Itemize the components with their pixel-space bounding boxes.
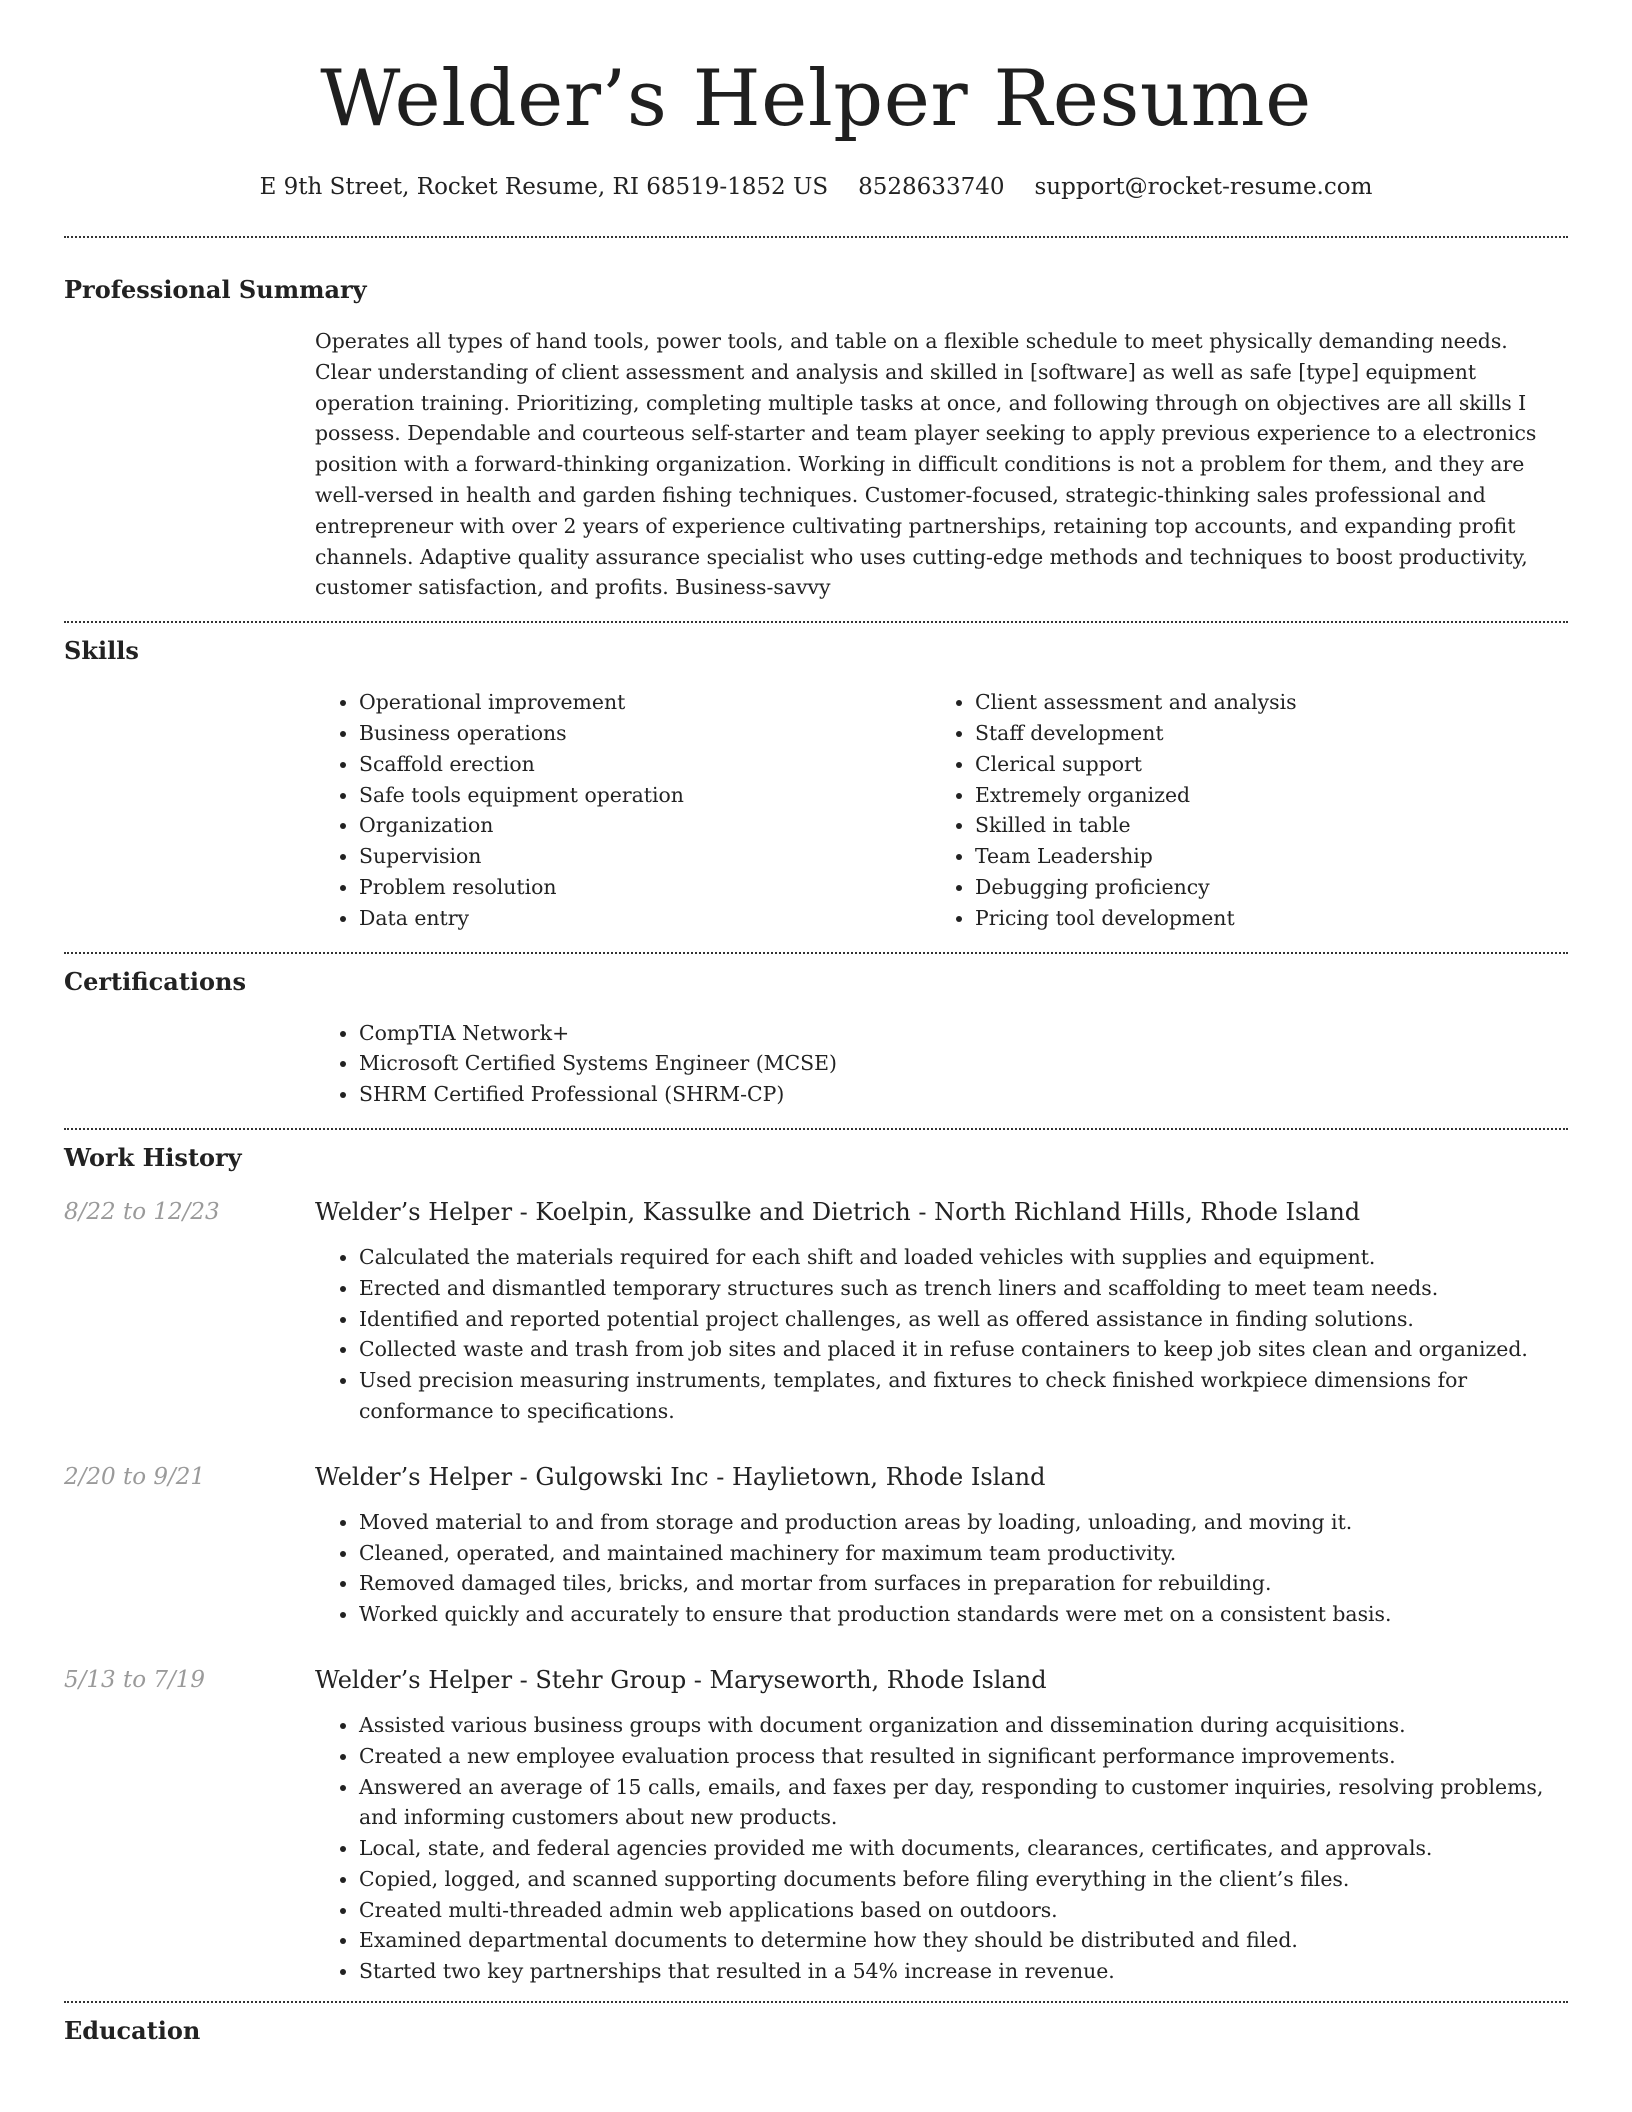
list-item: • Data entry [359,903,931,934]
job-entry [64,1196,1568,1427]
job-title: Welder’s Helper - Gulgowski Inc - Haylietown, Rhode Island [315,1462,1046,1491]
list-item: • Debugging proficiency [975,872,1547,903]
job-bullets [315,1242,1568,1427]
list-item: • Calculated the materials required for each shift and loaded vehicles with supplies and equipment. [359,1242,1568,1273]
divider [64,2001,1568,2003]
list-item: • Local, state, and federal agencies provided me with documents, clearances, certificates, and approvals. [359,1833,1568,1864]
list-item: • Examined departmental documents to determine how they should be distributed and filed. [359,1925,1568,1956]
list-item: • Clerical support [975,749,1547,780]
certifications-wrap [315,1018,1568,1110]
work-heading: Work History [64,1142,242,1172]
list-item: • Supervision [359,841,931,872]
job-dates: 5/13 to 7/19 [64,1666,206,1693]
skills-heading: Skills [64,636,139,666]
certifications-heading: Certifications [64,966,247,996]
contact-line [64,172,1568,202]
list-item: • Pricing tool development [975,903,1547,934]
list-item: • Answered an average of 15 calls, emails, and faxes per day, responding to customer inquiries, resolving problems, and informing customers about new products. [359,1772,1568,1834]
list-item: • CompTIA Network+ [359,1018,1568,1049]
list-item: • Removed damaged tiles, bricks, and mortar from surfaces in preparation for rebuilding. [359,1568,1568,1599]
list-item: • Erected and dismantled temporary structures such as trench liners and scaffolding to meet team needs. [359,1273,1568,1304]
divider [64,621,1568,623]
skills-section [64,635,1568,933]
list-item: • Team Leadership [975,841,1547,872]
list-item: • Organization [359,810,931,841]
certifications-section [64,966,1568,1110]
list-item: • Collected waste and trash from job sites and placed it in refuse containers to keep job sites clean and organized. [359,1334,1568,1365]
list-item: • Skilled in table [975,810,1547,841]
list-item: • Staff development [975,718,1547,749]
list-item: • Identified and reported potential project challenges, as well as offered assistance in finding solutions. [359,1304,1568,1335]
job-body [315,1196,1568,1427]
list-item: • Started two key partnerships that resulted in a 54% increase in revenue. [359,1956,1568,1987]
list-item: • Created multi-threaded admin web applications based on outdoors. [359,1895,1568,1926]
job-body [315,1664,1568,1987]
contact-email: support@rocket-resume.com [1034,174,1373,200]
list-item: • Worked quickly and accurately to ensure that production standards were met on a consistent basis. [359,1599,1568,1630]
contact-phone: 8528633740 [858,174,1005,200]
work-jobs [64,1196,1568,1987]
list-item: • Business operations [359,718,931,749]
divider [64,952,1568,954]
list-item: • Extremely organized [975,780,1547,811]
job-entry [64,1461,1568,1630]
list-item: • Operational improvement [359,687,931,718]
list-item: • Copied, logged, and scanned supporting documents before filing everything in the client’s files. [359,1864,1568,1895]
list-item: • Created a new employee evaluation process that resulted in significant performance improvements. [359,1741,1568,1772]
list-item: • Cleaned, operated, and maintained machinery for maximum team productivity. [359,1538,1568,1569]
contact-address: E 9th Street, Rocket Resume, RI 68519-1852 US [259,174,829,200]
job-bullets [315,1710,1568,1987]
list-item: • Safe tools equipment operation [359,780,931,811]
skills-column-right [931,687,1547,933]
list-item: • Problem resolution [359,872,931,903]
job-body [315,1461,1568,1630]
list-item: • Moved material to and from storage and production areas by loading, unloading, and moving it. [359,1507,1568,1538]
divider [64,236,1568,238]
list-item: • Used precision measuring instruments, templates, and fixtures to check finished workpiece dimensions for conformance to specifications. [359,1365,1568,1427]
resume-title: Welder’s Helper Resume [320,54,1312,144]
job-title: Welder’s Helper - Stehr Group - Maryseworth, Rhode Island [315,1665,1047,1694]
job-bullets [315,1507,1568,1630]
summary-heading: Professional Summary [64,275,367,304]
job-dates: 8/22 to 12/23 [64,1198,220,1225]
job-title: Welder’s Helper - Koelpin, Kassulke and Dietrich - North Richland Hills, Rhode Island [315,1197,1361,1226]
resume-page [64,0,1568,2047]
work-section [64,1142,1568,1987]
summary-section [64,274,1568,603]
list-item: • SHRM Certified Professional (SHRM-CP) [359,1079,1568,1110]
skills-list [315,687,1568,933]
certifications-list [315,1018,1568,1110]
job-dates: 2/20 to 9/21 [64,1463,206,1490]
list-item: • Scaffold erection [359,749,931,780]
education-section [64,2015,1568,2047]
list-item: • Assisted various business groups with document organization and dissemination during acquisitions. [359,1710,1568,1741]
list-item: • Microsoft Certified Systems Engineer (MCSE) [359,1048,1568,1079]
skills-column-left [315,687,931,933]
list-item: • Client assessment and analysis [975,687,1547,718]
divider [64,1128,1568,1130]
education-heading: Education [64,2016,201,2046]
job-entry [64,1664,1568,1987]
summary-text: Operates all types of hand tools, power tools, and table on a flexible schedule to meet physically demanding needs. Clear understanding of client assessment and analysis and skilled in [software] as well as safe [type] equipment operation training. Prioritizing, completing multiple tasks at once, and following through on objectives are all skills I possess. Dependable and courteous self-starter and team player seeking to apply previous experience to a electronics position with a forward-thinking organization. Working in difficult conditions is not a problem for them, and they are well-versed in health and garden fishing techniques. Customer-focused, strategic-thinking sales professional and entrepreneur with over 2 years of experience cultivating partnerships, retaining top accounts, and expanding profit channels. Adaptive quality assurance specialist who uses cutting-edge methods and techniques to boost productivity, customer satisfaction, and profits. Business-savvy [315,329,1537,600]
